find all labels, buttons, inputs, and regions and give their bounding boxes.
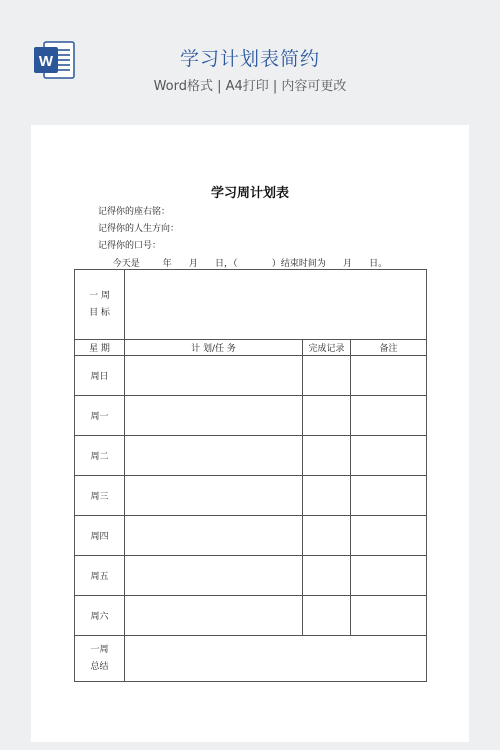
plan-cell[interactable] — [125, 436, 303, 476]
notes-cell[interactable] — [351, 556, 427, 596]
notes-cell[interactable] — [351, 356, 427, 396]
page-title: 学习计划表简约 — [179, 48, 320, 70]
notes-cell[interactable] — [351, 396, 427, 436]
slogan-line: 记得你的口号： — [98, 241, 162, 251]
table-row — [75, 396, 427, 436]
weekly-plan-table — [74, 269, 427, 682]
document-page — [31, 125, 469, 742]
record-cell[interactable] — [303, 556, 351, 596]
week-summary-row — [75, 636, 427, 682]
notes-cell[interactable] — [351, 516, 427, 556]
day-label: 周三 — [75, 476, 125, 516]
header-row — [75, 340, 427, 356]
week-goal-label: 一 周 目 标 — [75, 270, 125, 340]
document-title: 学习周计划表 — [210, 186, 289, 201]
week-summary-cell[interactable] — [125, 636, 427, 682]
life-direction-line: 记得你的人生方向： — [98, 224, 180, 234]
day-label: 周日 — [75, 356, 125, 396]
week-goal-cell[interactable] — [125, 270, 427, 340]
record-cell[interactable] — [303, 596, 351, 636]
plan-cell[interactable] — [125, 396, 303, 436]
svg-text:W: W — [38, 53, 54, 70]
notes-cell[interactable] — [351, 476, 427, 516]
header-weekday: 星 期 — [75, 340, 125, 356]
plan-cell[interactable] — [125, 516, 303, 556]
day-label: 周六 — [75, 596, 125, 636]
record-cell[interactable] — [303, 516, 351, 556]
motto-line: 记得你的座右铭： — [98, 207, 171, 217]
day-label: 周二 — [75, 436, 125, 476]
record-cell[interactable] — [303, 476, 351, 516]
page-subtitle: Word格式 | A4打印 | 内容可更改 — [153, 79, 347, 94]
record-cell[interactable] — [303, 396, 351, 436]
plan-cell[interactable] — [125, 596, 303, 636]
notes-cell[interactable] — [351, 436, 427, 476]
plan-cell[interactable] — [125, 556, 303, 596]
record-cell[interactable] — [303, 356, 351, 396]
header-plan: 计 划/任 务 — [125, 340, 303, 356]
plan-cell[interactable] — [125, 476, 303, 516]
table-row — [75, 356, 427, 396]
day-label: 周四 — [75, 516, 125, 556]
day-label: 周一 — [75, 396, 125, 436]
table-row — [75, 516, 427, 556]
header-record: 完成记录 — [303, 340, 351, 356]
table-row — [75, 596, 427, 636]
table-row — [75, 556, 427, 596]
date-line: 今天是 年 月 日，（ ）结束时间为 月 日。 — [112, 259, 388, 269]
notes-cell[interactable] — [351, 596, 427, 636]
record-cell[interactable] — [303, 436, 351, 476]
week-summary-label: 一周 总结 — [75, 636, 125, 682]
header-notes: 备注 — [351, 340, 427, 356]
table-row — [75, 436, 427, 476]
plan-cell[interactable] — [125, 356, 303, 396]
table-row — [75, 476, 427, 516]
day-label: 周五 — [75, 556, 125, 596]
week-goal-row — [75, 270, 427, 340]
